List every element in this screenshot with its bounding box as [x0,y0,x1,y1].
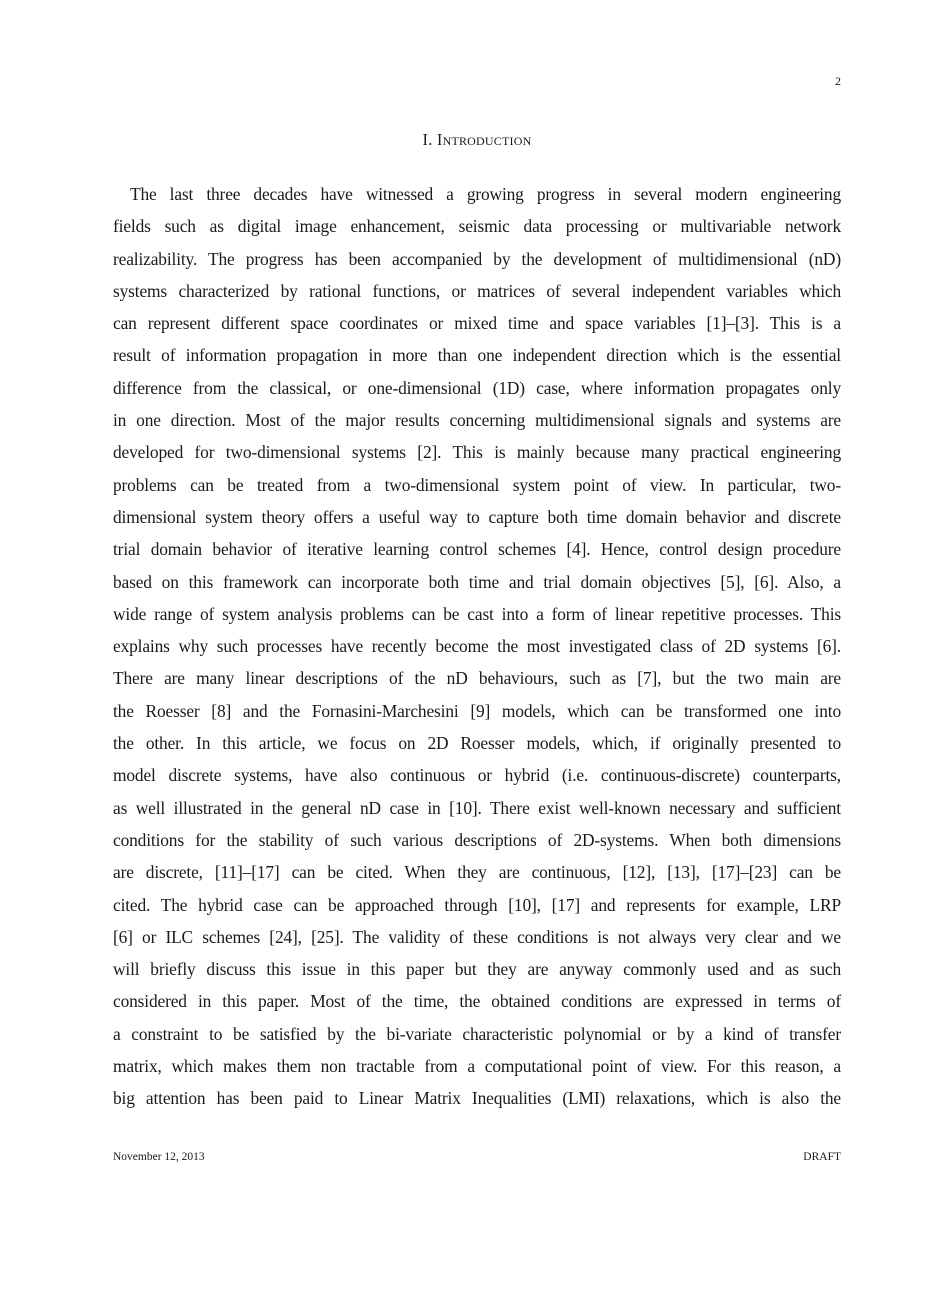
text-line: based on this framework can incorporate both time and trial domain objectives [5], [6]. Also, a [113,571,841,592]
text-line: [6] or ILC schemes [24], [25]. The validity of these conditions is not always very clear and we [113,926,841,947]
text-line: The last three decades have witnessed a growing progress in several modern engineering [130,184,841,204]
text-line: the Roesser [8] and the Fornasini-Marchesini [9] models, which can be transformed one into [113,700,841,721]
text-line: matrix, which makes them non tractable from a computational point of view. For this reason, a [113,1056,841,1077]
text-line: realizability. The progress has been accompanied by the development of multidimensional (nD) [113,248,841,269]
text-line: will briefly discuss this issue in this paper but they are anyway commonly used and as such [113,959,841,980]
text-line: the other. In this article, we focus on 2D Roesser models, which, if originally presented to [113,733,841,754]
section-number: I. [422,130,433,149]
text-line: conditions for the stability of such various descriptions of 2D-systems. When both dimensions [113,829,841,850]
text-line: fields such as digital image enhancement, seismic data processing or multivariable network [113,216,841,237]
text-line: systems characterized by rational functions, or matrices of several independent variables which [113,280,841,301]
text-line: as well illustrated in the general nD case in [10]. There exist well-known necessary and sufficient [113,797,841,818]
text-line: explains why such processes have recently become the most investigated class of 2D systems [6]. [113,636,841,657]
text-line: trial domain behavior of iterative learning control schemes [4]. Hence, control design procedure [113,539,841,560]
text-line: a constraint to be satisfied by the bi-variate characteristic polynomial or by a kind of transfer [113,1023,841,1044]
section-title: Introduction [436,130,532,149]
introduction-paragraph [113,178,841,1115]
text-line: considered in this paper. Most of the time, the obtained conditions are expressed in terms of [113,991,841,1012]
footer-date: November 12, 2013 [113,1151,205,1163]
footer-draft-label: DRAFT [803,1151,841,1163]
text-line: model discrete systems, have also continuous or hybrid (i.e. continuous-discrete) counterparts, [113,765,841,786]
section-heading [0,130,925,150]
text-line: in one direction. Most of the major results concerning multidimensional signals and systems are [113,410,841,431]
text-line: There are many linear descriptions of the nD behaviours, such as [7], but the two main are [113,668,841,689]
text-line: developed for two-dimensional systems [2]. This is mainly because many practical engineering [113,442,841,463]
text-line: wide range of system analysis problems can be cast into a form of linear repetitive processes. This [113,603,841,624]
text-line: cited. The hybrid case can be approached through [10], [17] and represents for example, LRP [113,894,841,915]
text-line: are discrete, [11]–[17] can be cited. When they are continuous, [12], [13], [17]–[23] can be [113,862,841,883]
text-line: big attention has been paid to Linear Matrix Inequalities (LMI) relaxations, which is also the [113,1088,841,1109]
text-line: result of information propagation in more than one independent direction which is the essential [113,345,841,366]
text-line: difference from the classical, or one-dimensional (1D) case, where information propagates only [113,377,841,398]
text-line: dimensional system theory offers a useful way to capture both time domain behavior and discrete [113,506,841,527]
page-number: 2 [835,74,841,88]
text-line: problems can be treated from a two-dimensional system point of view. In particular, two- [113,474,841,495]
text-line: can represent different space coordinates or mixed time and space variables [1]–[3]. This is a [113,313,841,334]
